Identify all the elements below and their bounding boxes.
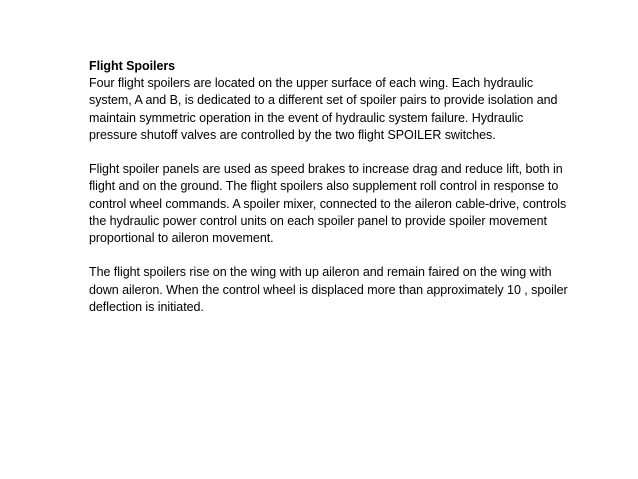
paragraph-aileron: The flight spoilers rise on the wing with up aileron and remain faired on the wing with down aileron. When the control wheel is displaced more than approximately 10 , spoiler deflection is initiated.	[89, 265, 568, 314]
paragraph-speed-brakes: Flight spoiler panels are used as speed brakes to increase drag and reduce lift, both in flight and on the ground. The flight spoilers also supplement roll control in response to control wheel commands. A spoiler mixer, connected to the aileron cable-drive, controls the hydraulic power control units on each spoiler panel to provide spoiler movement proportional to aileron movement.	[89, 162, 567, 246]
paragraph-intro: Four flight spoilers are located on the upper surface of each wing. Each hydraulic system, A and B, is dedicated to a different set of spoiler pairs to provide isolation and maintain symmetric operation in the event of hydraulic system failure. Hydraulic pressure shutoff valves are controlled by the two flight SPOILER switches.	[89, 76, 558, 142]
document-title: Flight Spoilers	[89, 59, 176, 73]
document-body	[89, 58, 569, 316]
